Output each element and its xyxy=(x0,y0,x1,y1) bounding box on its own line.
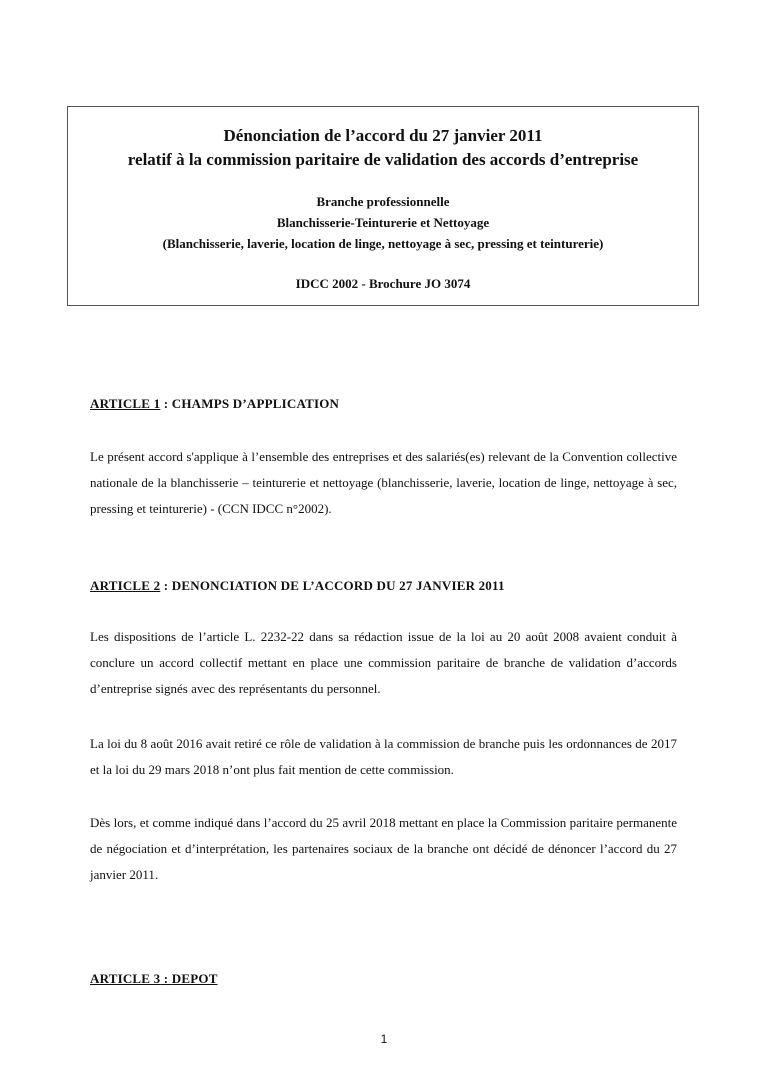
article-3-title: DEPOT xyxy=(171,971,218,986)
article-3-heading xyxy=(90,971,218,987)
article-1-title: CHAMPS D’APPLICATION xyxy=(171,396,340,411)
page-number: 1 xyxy=(380,1032,388,1046)
idcc-reference: IDCC 2002 - Brochure JO 3074 xyxy=(295,276,471,291)
article-2-paragraph-1: Les dispositions de l’article L. 2232-22 dans sa rédaction issue de la loi au 20 août 2008 avaient conduit à conclure un accord collectif mettant en place une commission paritaire de branche de validation d’accords d’entreprise signés avec des représentants du personnel. xyxy=(90,629,677,696)
document-title-line1: Dénonciation de l’accord du 27 janvier 2011 xyxy=(223,126,543,145)
article-2-separator: : xyxy=(160,578,172,593)
article-2-number: ARTICLE 2 xyxy=(90,578,161,593)
article-1-number: ARTICLE 1 xyxy=(90,396,161,411)
article-3-separator: : xyxy=(160,971,172,986)
document-header-box xyxy=(67,106,699,306)
article-3-number: ARTICLE 3 xyxy=(90,971,161,986)
article-1-separator: : xyxy=(160,396,172,411)
article-2-title: DENONCIATION DE L’ACCORD DU 27 JANVIER 2011 xyxy=(171,578,505,593)
article-2-heading xyxy=(90,578,505,594)
article-2-paragraph-2: La loi du 8 août 2016 avait retiré ce rôle de validation à la commission de branche puis les ordonnances de 2017 et la loi du 29 mars 2018 n’ont plus fait mention de cette commission. xyxy=(90,736,677,777)
article-2-paragraph-3: Dès lors, et comme indiqué dans l’accord du 25 avril 2018 mettant en place la Commission paritaire permanente de négociation et d’interprétation, les partenaires sociaux de la branche ont décidé de dénoncer l’accord du 27 janvier 2011. xyxy=(90,815,677,882)
branch-detail: (Blanchisserie, laverie, location de linge, nettoyage à sec, pressing et teinturerie) xyxy=(162,236,604,251)
article-1-heading xyxy=(90,396,339,412)
branch-name: Blanchisserie-Teinturerie et Nettoyage xyxy=(276,215,490,230)
branch-label: Branche professionnelle xyxy=(316,194,450,209)
document-title-line2: relatif à la commission paritaire de validation des accords d’entreprise xyxy=(127,150,639,169)
article-1-paragraph-1: Le présent accord s'applique à l’ensemble des entreprises et des salariés(es) relevant de la Convention collective nationale de la blanchisserie – teinturerie et nettoyage (blanchisserie, laverie, location de linge, nettoyage à sec, pressing et teinturerie) - (CCN IDCC n°2002). xyxy=(90,449,677,516)
